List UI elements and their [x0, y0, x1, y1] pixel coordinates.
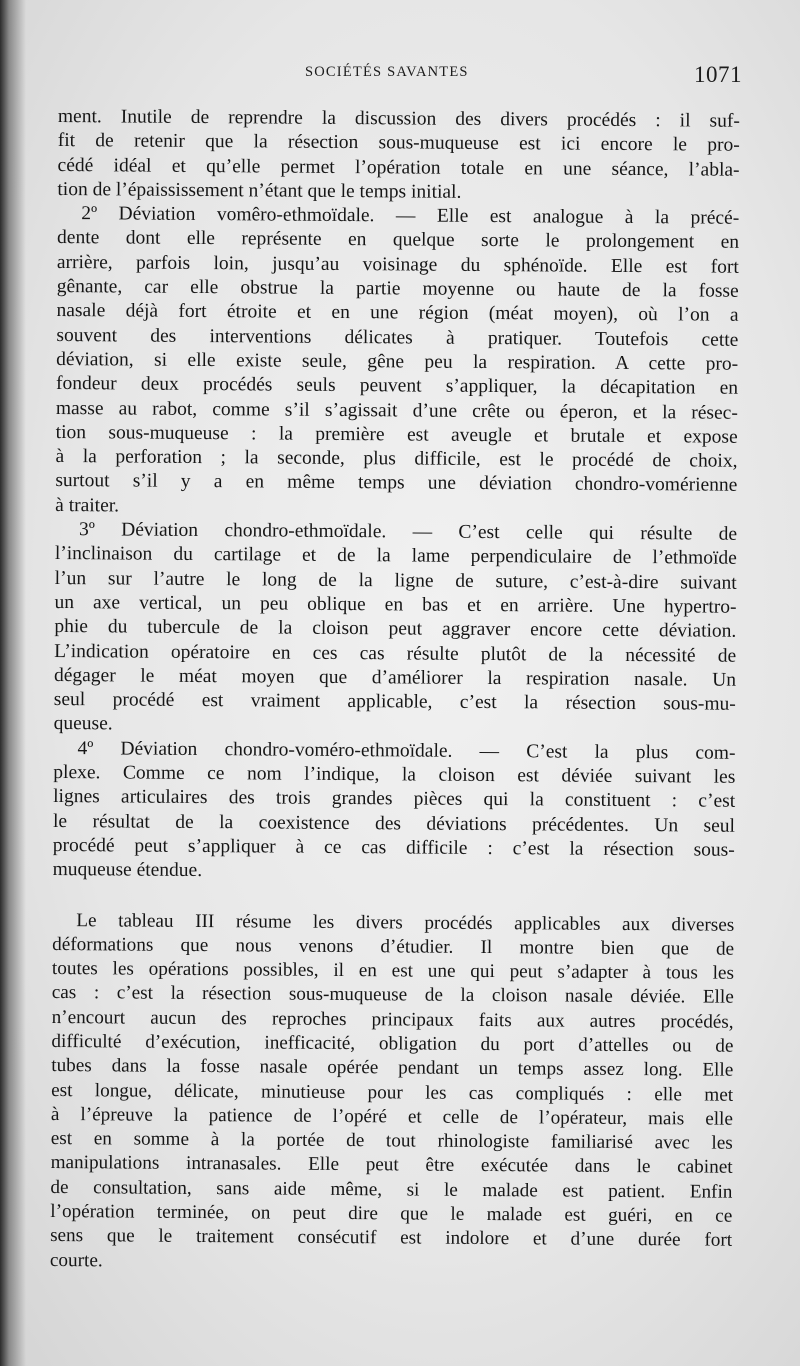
- text-line: sens que le traitement consécutif est indolore et d’une durée fort: [50, 1225, 733, 1252]
- text-line: n’encourt aucun des reproches principaux faits aux autres procédés,: [51, 1006, 734, 1033]
- text-line: déformations que nous venons d’étudier. Il montre bien que de: [52, 933, 735, 960]
- text-line: arrière, parfois loin, jusqu’au voisinage du sphénoïde. Elle est fort: [56, 251, 739, 278]
- deviation-4-paragraph: [53, 737, 736, 888]
- text-line: seul procédé est vraiment applicable, c’est la résection sous-mu-: [53, 689, 736, 715]
- text-line: tion sous-muqueuse : la première est aveugle et brutale et expose: [55, 421, 738, 448]
- text-line: manipulations intranasales. Elle peut être exécutée dans le cabinet: [50, 1152, 733, 1179]
- page-number: 1071: [694, 62, 742, 87]
- text-line: Le tableau III résume les divers procédés applicables aux diverses: [76, 909, 735, 936]
- text-line: plexe. Comme ce nom l’indique, la cloison est déviée suivant les: [53, 761, 736, 788]
- text-line: le résultat de la coexistence des déviations précédentes. Un seul: [52, 810, 736, 837]
- text-line: souvent des interventions délicates à pratiquer. Toutefois cette: [56, 324, 739, 351]
- text-line: gênante, car elle obstrue la partie moyenne ou haute de la fosse: [56, 276, 739, 302]
- text-line: masse au rabot, comme s’il s’agissait d’une crête ou éperon, et la résec-: [55, 397, 738, 424]
- text-line: est longue, délicate, minutieuse pour les cas compliqués : elle met: [51, 1079, 734, 1106]
- text-line: nasale déjà fort étroite et en une région (méat moyen), où l’on a: [56, 300, 739, 327]
- text-line: lignes articulaires des trois grandes pièces qui la constituent : c’est: [53, 786, 736, 813]
- text-line: est en somme à la portée de tout rhinologiste familiarisé avec les: [50, 1128, 733, 1154]
- text-line: tion de l’épaississement n’étant que le temps initial.: [57, 178, 462, 203]
- text-line: à la perforation ; la seconde, plus difficile, est le procédé de choix,: [55, 446, 738, 472]
- binding-shadow: [0, 0, 26, 1366]
- text-line: 4º Déviation chondro-voméro-ethmoïdale. — C’est la plus com-: [77, 737, 736, 764]
- deviation-2-paragraph: [55, 202, 739, 523]
- text-line: phie du tubercule de la cloison peut aggraver encore cette déviation.: [54, 616, 737, 642]
- text-line: un axe vertical, un peu oblique en bas et en arrière. Une hypertro-: [54, 591, 737, 618]
- text-line: L’indication opératoire en ces cas résulte plutôt de la nécessité de: [54, 640, 737, 667]
- text-line: tubes dans la fosse nasale opérée pendant un temps assez long. Elle: [51, 1055, 734, 1082]
- text-line: surtout s’il y a en même temps une déviation chondro-vomérienne: [55, 470, 738, 497]
- text-line: cas : c’est la résection sous-muqueuse de la cloison nasale déviée. Elle: [51, 982, 734, 1009]
- deviation-3-paragraph: [54, 518, 738, 741]
- conclusion-paragraph: [50, 908, 735, 1277]
- running-title: SOCIÉTÉS SAVANTES: [305, 64, 469, 80]
- text-line: dégager le méat moyen que d’améliorer la respiration nasale. Un: [53, 664, 737, 691]
- text-line: muqueuse étendue.: [52, 859, 203, 882]
- text-line: à traiter.: [55, 494, 120, 517]
- section-continuation-paragraph: [57, 105, 740, 207]
- text-line: à l’épreuve la patience de l’opéré et celle de l’opérateur, mais elle: [50, 1103, 734, 1130]
- text-line: toutes les opérations possibles, il en est une qui peut s’adapter à tous les: [51, 958, 735, 984]
- text-line: cédé idéal et qu’elle permet l’opération totale en une séance, l’abla-: [57, 154, 740, 181]
- text-line: ment. Inutile de reprendre la discussion des divers procédés : il suf-: [57, 105, 740, 132]
- text-line: l’inclinaison du cartilage et de la lame perpendiculaire de l’ethmoïde: [54, 543, 737, 570]
- page-header: [60, 62, 770, 92]
- text-line: 3º Déviation chondro-ethmoïdale. — C’est celle qui résulte de: [78, 519, 738, 545]
- text-line: dente dont elle représente en quelque sorte le prolongement en: [56, 227, 740, 254]
- text-line: fondeur deux procédés seuls peuvent s’appliquer, la décapitation en: [55, 373, 739, 400]
- text-line: 2º Déviation vomêro-ethmoïdale. — Elle est analogue à la précé-: [81, 203, 740, 229]
- text-line: courte.: [49, 1249, 103, 1271]
- text-line: l’un sur l’autre le long de la ligne de suture, c’est-à-dire suivant: [54, 567, 737, 594]
- text-line: déviation, si elle existe seule, gêne peu la respiration. A cette pro-: [56, 348, 739, 375]
- body-text: [50, 105, 740, 1278]
- text-line: procédé peut s’appliquer à ce cas difficile : c’est la résection sous-: [52, 834, 735, 861]
- text-line: fit de retenir que la résection sous-muqueuse est ici encore le pro-: [57, 130, 740, 157]
- text-line: queuse.: [53, 713, 113, 735]
- text-line: de consultation, sans aide même, si le malade est patient. Enfin: [50, 1176, 733, 1203]
- text-line: l’opération terminée, on peut dire que le malade est guéri, en ce: [50, 1201, 733, 1227]
- text-line: difficulté d’exécution, inefficacité, obligation du port d’attelles ou de: [51, 1030, 734, 1057]
